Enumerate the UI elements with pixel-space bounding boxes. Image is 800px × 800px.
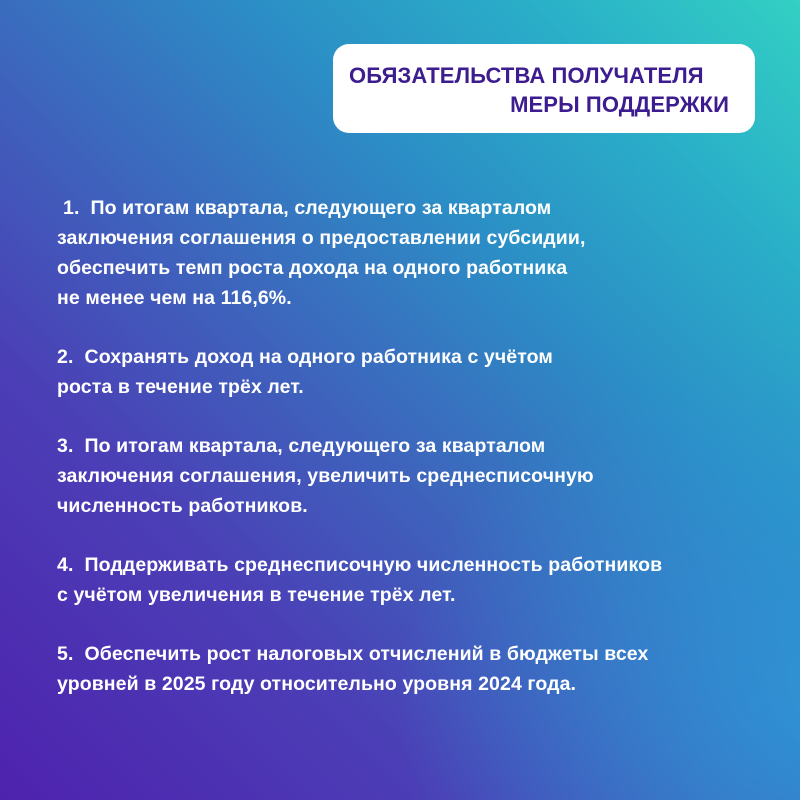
obligation-item-3: [57, 431, 757, 521]
obligation-4-text-1: Поддерживать среднесписочную численность работников: [84, 554, 663, 576]
obligation-3-line-3: численность работников.: [57, 495, 308, 517]
obligation-item-1: [57, 193, 757, 313]
obligation-2-number: 2.: [57, 346, 74, 368]
obligation-1-line-4: не менее чем на 116,6%.: [57, 287, 292, 309]
obligation-5-number: 5.: [57, 643, 74, 665]
obligation-4-line-2: с учётом увеличения в течение трёх лет.: [57, 584, 456, 606]
obligation-2-line-2: роста в течение трёх лет.: [57, 376, 304, 398]
obligation-1-text-1: По итогам квартала, следующего за кварталом: [90, 197, 552, 219]
obligation-3-number: 3.: [57, 435, 74, 457]
title-line-2: МЕРЫ ПОДДЕРЖКИ: [510, 92, 729, 117]
obligation-1-line-3: обеспечить темп роста дохода на одного работника: [57, 257, 568, 279]
obligation-5-text-1: Обеспечить рост налоговых отчислений в бюджеты всех: [84, 643, 649, 665]
obligation-4-line-1: [57, 550, 757, 580]
title-card: [333, 44, 755, 133]
obligation-1-line-1: [57, 193, 757, 223]
obligation-2-line-1: [57, 342, 757, 372]
obligation-3-line-1: [57, 431, 757, 461]
obligation-4-number: 4.: [57, 554, 74, 576]
obligation-item-5: [57, 639, 757, 699]
obligation-5-line-1: [57, 639, 757, 669]
obligation-5-line-2: уровней в 2025 году относительно уровня 2024 года.: [57, 673, 577, 695]
obligations-list: [57, 193, 757, 728]
obligation-3-text-1: По итогам квартала, следующего за кварталом: [84, 435, 546, 457]
title-line-1: ОБЯЗАТЕЛЬСТВА ПОЛУЧАТЕЛЯ: [349, 63, 704, 88]
obligation-item-2: [57, 342, 757, 402]
obligation-2-text-1: Сохранять доход на одного работника с учётом: [84, 346, 553, 368]
obligation-1-number: 1.: [63, 197, 80, 219]
obligation-item-4: [57, 550, 757, 610]
obligation-3-line-2: заключения соглашения, увеличить среднесписочную: [57, 465, 594, 487]
obligation-1-line-2: заключения соглашения о предоставлении субсидии,: [57, 227, 586, 249]
